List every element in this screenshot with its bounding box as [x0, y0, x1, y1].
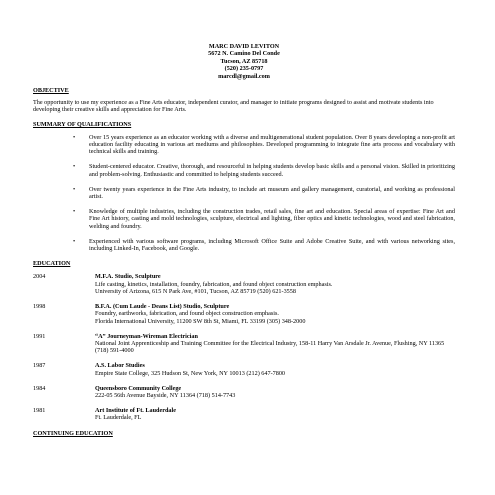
qualifications-heading: SUMMARY OF QUALIFICATIONS	[33, 120, 132, 128]
education-detail: National Joint Apprenticeship and Training Committee for the Electrical Industry, 158-11 Harry Van Arsdale Jr. Avenue, Flushing, NY 11365 (718) 591-4000	[95, 339, 445, 355]
education-degree: “A” Journeyman-Wireman Electrician	[95, 332, 198, 340]
qualification-item: • Over 15 years experience as an educator working with a diverse and multigenerational student population. Over 8 years developing a non-profit art education facility educating in various art mediums and philosophies. Developed programming to integrate fine arts process and vocabulary with technical skills and training.	[89, 134, 455, 156]
education-degree: B.F.A. (Cum Laude - Deans List) Studio, Sculpture	[95, 303, 230, 311]
qualifications-list	[33, 134, 455, 252]
education-entry	[33, 362, 455, 376]
education-entry	[33, 407, 455, 421]
education-detail: 222-05 56th Avenue Bayside, NY 11364 (718) 514-7743	[95, 391, 236, 399]
qualification-item: • Student-centered educator. Creative, thorough, and resourceful in helping students develop basic skills and a personal vision. Skilled in prioritizing and problem-solving. Enthusiastic and committed to helping students succeed.	[89, 163, 455, 177]
education-degree: M.F.A. Studio, Sculpture	[95, 273, 161, 281]
education-year: 1998	[33, 303, 46, 311]
phone-number: (520) 235-0797	[224, 65, 264, 73]
education-entry	[33, 303, 455, 325]
education-detail: Foundry, earthworks, fabrication, and found object construction emphasis.	[95, 310, 279, 318]
education-year: 1987	[33, 362, 46, 370]
education-list	[33, 273, 455, 421]
education-year: 1984	[33, 384, 46, 392]
education-detail: Life casting, kinetics, installation, foundry, fabrication, and found object construction emphasis.	[95, 280, 333, 288]
address-line-1: 5672 N. Camino Del Conde	[208, 50, 280, 58]
education-degree: A.S. Labor Studies	[95, 362, 145, 370]
education-year: 1991	[33, 332, 46, 340]
education-detail: Empire State College, 325 Hudson St, New York, NY 10013 (212) 647-7800	[95, 369, 286, 377]
education-school: Florida International University, 11200 SW 8th St, Miami, FL 33199 (305) 348-2000	[95, 317, 306, 325]
education-degree: Art Institute of Ft. Lauderdale	[95, 407, 176, 415]
qualification-item: • Over twenty years experience in the Fine Arts industry, to include art museum and gallery management, curatorial, and working as professional artist.	[89, 186, 455, 200]
education-entry	[33, 333, 455, 355]
qualification-item: • Knowledge of multiple industries, including the construction trades, retail sales, fine art and education. Special areas of expertise: Fine Art and Fine Art history, casting and mold technologies, sculpture, electrical and lighting, fiber optics and kinetic technologies, wood and steel fabrication, welding and foundry.	[89, 208, 455, 230]
education-year: 1981	[33, 407, 46, 415]
education-entry	[33, 385, 455, 399]
email-address[interactable]: marcdl@gmail.com	[218, 72, 270, 80]
education-detail: Ft. Lauderdale, FL	[95, 414, 142, 422]
education-year: 2004	[33, 273, 46, 281]
objective-heading: OBJECTIVE	[33, 87, 69, 95]
education-entry	[33, 273, 455, 295]
resume-header	[33, 43, 455, 80]
address-line-2: Tucson, AZ 85718	[220, 57, 268, 65]
continuing-education-heading: CONTINUING EDUCATION	[33, 429, 113, 437]
education-school: University of Arizona, 615 N Park Ave, #101, Tucson, AZ 85719 (520) 621-3558	[95, 287, 296, 295]
objective-text: The opportunity to use my experience as a Fine Arts educator, independent curator, and manager to initiate programs designed to assist and motivate students into developing their creative skills and appreciation for Fine Arts.	[33, 99, 434, 114]
qualification-item: • Experienced with various software programs, including Microsoft Office Suite and Adobe Creative Suite, and with various networking sites, including Linked-In, Facebook, and Google.	[89, 238, 455, 252]
candidate-name: MARC DAVID LEVITON	[208, 43, 280, 50]
education-degree: Queensboro Community College	[95, 384, 182, 392]
education-heading: EDUCATION	[33, 260, 71, 268]
